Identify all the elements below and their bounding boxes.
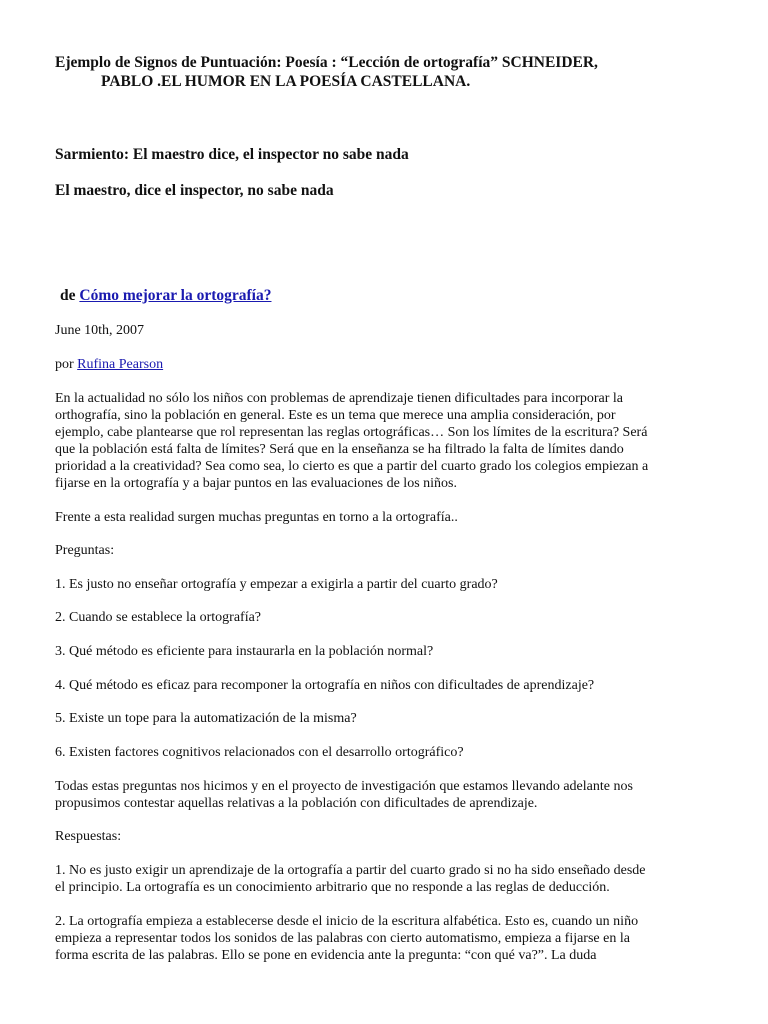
author-link[interactable]: Rufina Pearson	[77, 357, 164, 372]
answer-item: 2. La ortografía empieza a establecerse desde el inicio de la escritura alfabética. Esto es, cuando un niño empieza a representar todos los sonidos de las palabras con cierto automatismo, empieza a fijarse en la forma escrita de las palabras. Ello se pone en evidencia ante la pregunta: “con qué va?”. La duda	[55, 914, 639, 963]
question-item: 1. Es justo no enseñar ortografía y empezar a exigirla a partir del cuarto grado?	[55, 577, 498, 592]
document-title	[55, 53, 735, 91]
answer-item: 1. No es justo exigir un aprendizaje de la ortografía a partir del cuarto grado si no ha sido enseñado desde el principio. La ortografía es un conocimiento arbitrario que no responde a las reglas de deducción.	[55, 863, 646, 895]
poem-line-2: El maestro, dice el inspector, no sabe nada	[55, 182, 334, 199]
source-prefix: de	[60, 287, 76, 304]
frente-paragraph: Frente a esta realidad surgen muchas preguntas en torno a la ortografía..	[55, 510, 458, 525]
question-item: 2. Cuando se establece la ortografía?	[55, 610, 262, 625]
byline-prefix: por	[55, 357, 74, 372]
respuestas-label: Respuestas:	[55, 829, 122, 844]
title-line-2: PABLO .EL HUMOR EN LA POESÍA CASTELLANA.	[101, 73, 471, 90]
article-title-link[interactable]: Cómo mejorar la ortografía?	[79, 287, 272, 304]
preguntas-label: Preguntas:	[55, 543, 115, 558]
poem-line-1: Sarmiento: El maestro dice, el inspector no sabe nada	[55, 146, 409, 163]
intro-paragraph: En la actualidad no sólo los niños con problemas de aprendizaje tienen dificultades para incorporar la orthografía, sino la población en general. Este es un tema que merece una amplia consideración, por ejemplo, cabe plantearse que rol representan las reglas ortográficas… Son los límites de la escritura? Será que la población está falta de límites? Será que en la enseñanza se ha filtrado la falta de límites dando prioridad a la creatividad? Sea como sea, lo cierto es que a partir del cuarto grado los colegios empiezan a fijarse en la ortografía y a bajar puntos en las evaluaciones de los niños.	[55, 391, 649, 491]
question-item: 3. Qué método es eficiente para instaurarla en la población normal?	[55, 644, 434, 659]
title-line-1: Ejemplo de Signos de Puntuación: Poesía : “Lección de ortografía” SCHNEIDER,	[55, 54, 598, 71]
question-item: 5. Existe un tope para la automatización de la misma?	[55, 711, 357, 726]
article-byline	[55, 356, 725, 373]
todas-paragraph: Todas estas preguntas nos hicimos y en el proyecto de investigación que estamos llevando adelante nos propusimos contestar aquellas relativas a la población con dificultades de aprendizaje.	[55, 779, 633, 811]
question-item: 6. Existen factores cognitivos relacionados con el desarrollo ortográfico?	[55, 745, 464, 760]
article-date: June 10th, 2007	[55, 323, 145, 338]
question-item: 4. Qué método es eficaz para recomponer la ortografía en niños con dificultades de aprendizaje?	[55, 678, 595, 693]
article-source-line	[60, 286, 271, 306]
